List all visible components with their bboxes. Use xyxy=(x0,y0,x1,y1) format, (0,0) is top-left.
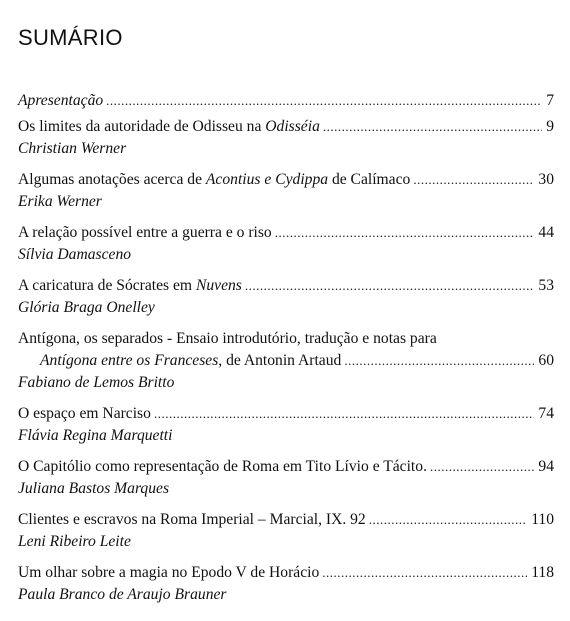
dot-leader xyxy=(106,90,542,112)
toc-entry-title: O espaço em Narciso xyxy=(18,405,151,422)
toc-entry xyxy=(18,562,554,606)
toc-entry-title: Antígona, os separados - Ensaio introdutório, tradução e notas para xyxy=(18,330,437,347)
toc-entry-title-line[interactable] xyxy=(18,116,554,138)
toc-entry xyxy=(18,222,554,266)
dot-leader xyxy=(430,456,534,478)
dot-leader xyxy=(275,222,535,244)
dot-leader xyxy=(322,562,527,584)
toc-page-number: 74 xyxy=(538,405,554,422)
toc-entry-title: Clientes e escravos na Roma Imperial – Marcial, IX. 92 xyxy=(18,511,366,528)
toc-entry-title-continuation: Antígona entre os Franceses, de Antonin Artaud xyxy=(40,352,342,369)
toc-page-number: 53 xyxy=(538,277,554,294)
toc-entry-title: A relação possível entre a guerra e o riso xyxy=(18,224,272,241)
toc-entry-title: A caricatura de Sócrates em Nuvens xyxy=(18,277,242,294)
dot-leader xyxy=(323,116,542,138)
dot-leader xyxy=(344,350,534,372)
toc-entry-author: Christian Werner xyxy=(18,140,127,157)
toc-entry-title: Os limites da autoridade de Odisseu na Odisséia xyxy=(18,118,320,135)
dot-leader xyxy=(245,275,535,297)
toc-entry xyxy=(18,275,554,319)
dot-leader xyxy=(413,169,534,191)
toc-entry xyxy=(18,116,554,160)
toc-page-number: 94 xyxy=(538,458,554,475)
toc-entry-title-line[interactable] xyxy=(18,509,554,531)
toc-entry-title: Algumas anotações acerca de Acontius e Cydippa de Calímaco xyxy=(18,171,411,188)
toc-entry-title-line[interactable] xyxy=(18,562,554,584)
toc-page-number: 110 xyxy=(531,511,554,528)
toc-entry xyxy=(18,169,554,213)
toc-page-number: 9 xyxy=(546,118,554,135)
toc-entry-title-line[interactable] xyxy=(18,456,554,478)
toc-entry-title: Um olhar sobre a magia no Epodo V de Horácio xyxy=(18,564,320,581)
toc-entry-title-line[interactable] xyxy=(18,90,554,112)
dot-leader xyxy=(369,509,527,531)
toc-entry-title-line[interactable] xyxy=(18,350,554,372)
toc-entry xyxy=(18,456,554,500)
toc-entry xyxy=(18,90,554,112)
toc-entry xyxy=(18,328,554,394)
toc-entry-title: O Capitólio como representação de Roma em Tito Lívio e Tácito. xyxy=(18,458,427,475)
table-of-contents xyxy=(18,90,554,606)
toc-entry-title-line[interactable] xyxy=(18,275,554,297)
dot-leader xyxy=(154,403,534,425)
toc-entry-author: Glória Braga Onelley xyxy=(18,299,155,316)
toc-entry-author: Paula Branco de Araujo Brauner xyxy=(18,586,227,603)
toc-entry-title-line[interactable] xyxy=(18,403,554,425)
toc-entry-author: Leni Ribeiro Leite xyxy=(18,533,131,550)
toc-entry-title-line[interactable] xyxy=(18,328,554,350)
toc-entry-author: Fabiano de Lemos Britto xyxy=(18,374,175,391)
toc-page-number: 60 xyxy=(538,352,554,369)
toc-entry-title-line[interactable] xyxy=(18,222,554,244)
toc-entry-title: Apresentação xyxy=(18,92,104,109)
page-title: SUMÁRIO xyxy=(18,24,123,50)
toc-page-number: 118 xyxy=(531,564,554,581)
toc-entry-author: Flávia Regina Marquetti xyxy=(18,427,173,444)
toc-page-number: 44 xyxy=(538,224,554,241)
toc-entry xyxy=(18,509,554,553)
toc-entry-author: Erika Werner xyxy=(18,193,102,210)
toc-page-number: 7 xyxy=(546,92,554,109)
toc-entry-author: Sílvia Damasceno xyxy=(18,246,132,263)
toc-page-number: 30 xyxy=(538,171,554,188)
toc-entry-author: Juliana Bastos Marques xyxy=(18,480,170,497)
toc-entry-title-line[interactable] xyxy=(18,169,554,191)
toc-entry xyxy=(18,403,554,447)
